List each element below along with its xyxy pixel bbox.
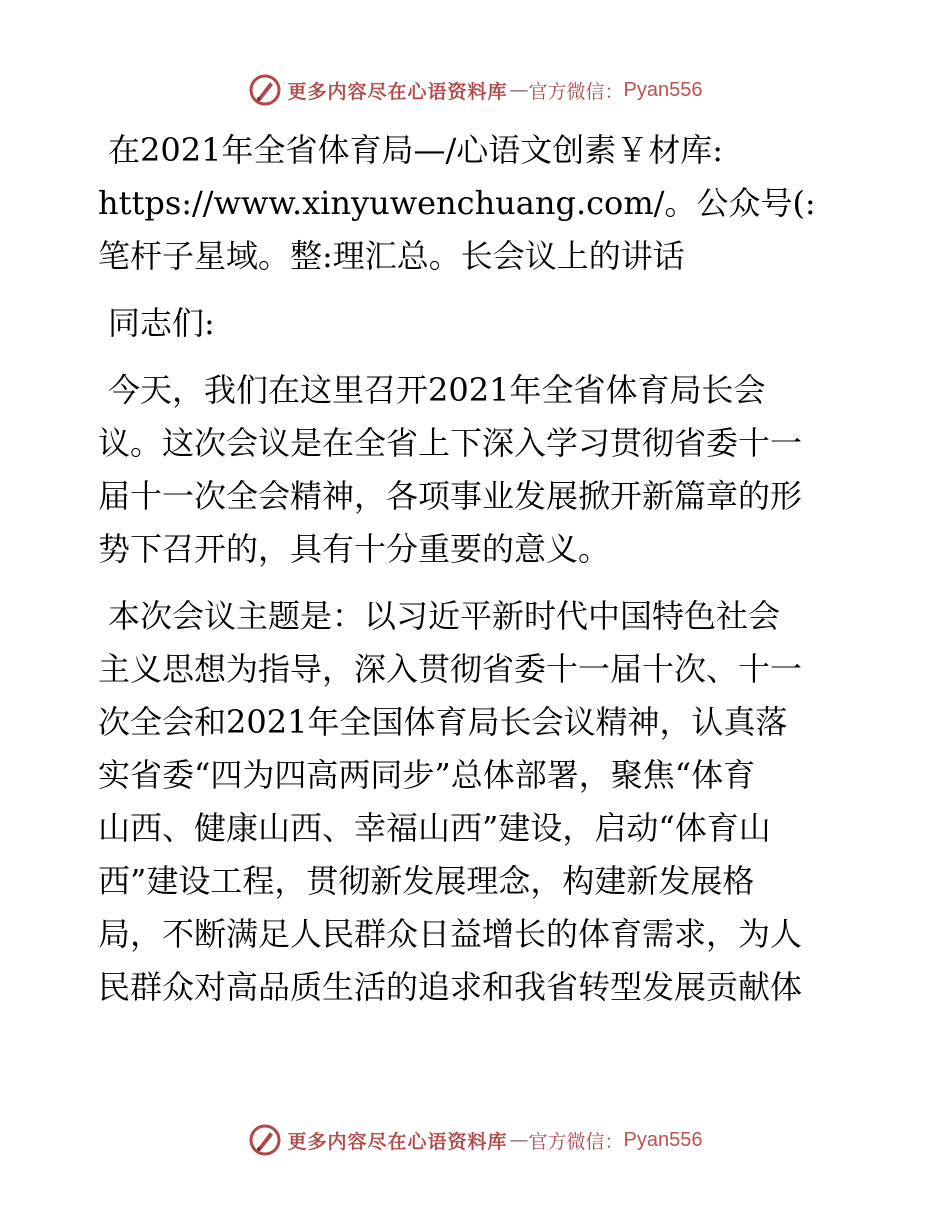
watermark-separator: — (509, 1129, 529, 1151)
paragraph-line: 势下召开的，具有十分重要的意义。 (98, 530, 611, 568)
paragraph-line: 西”建设工程，贯彻新发展理念，构建新发展格 (98, 862, 755, 900)
footer-watermark (0, 1120, 950, 1160)
header-watermark (0, 70, 950, 110)
paragraph-line: 议。这次会议是在全省上下深入学习贯彻省委十一 (98, 424, 803, 462)
paragraph-line: 次全会和2021年全国体育局长会议精神，认真落 (98, 703, 788, 741)
pen-logo-icon (248, 1123, 282, 1157)
paragraph-line: 山西、健康山西、幸福山西”建设，启动“体育山 (98, 809, 771, 847)
watermark-separator: — (509, 79, 529, 101)
watermark-main-text: 更多内容尽在心语资料库 (287, 80, 508, 103)
paragraph-line: 本次会议主题是：以习近平新时代中国特色社会 (108, 597, 781, 635)
paragraph-line: 主义思想为指导，深入贯彻省委十一届十次、十一 (98, 650, 803, 688)
watermark-official-text: 官方微信： (528, 1130, 624, 1153)
paragraph-line: 民群众对高品质生活的追求和我省转型发展贡献体 (98, 968, 803, 1006)
document-body (98, 124, 858, 1028)
paragraph-line: 今天，我们在这里召开2021年全省体育局长会 (108, 371, 766, 409)
paragraph-line: 局，不断满足人民群众日益增长的体育需求，为人 (98, 915, 803, 953)
paragraph-1 (98, 364, 858, 576)
title-line: 笔杆子星域。整:理汇总。长会议上的讲话 (98, 237, 685, 275)
watermark-official-text: 官方微信： (528, 80, 624, 103)
watermark-main-text: 更多内容尽在心语资料库 (287, 1130, 508, 1153)
watermark-wechat-id: Pyan556 (623, 1128, 703, 1151)
paragraph-line: 实省委“四为四高两同步”总体部署，聚焦“体育 (98, 756, 756, 794)
paragraph-2 (98, 590, 858, 1014)
paragraph-line: 届十一次全会精神，各项事业发展掀开新篇章的形 (98, 477, 803, 515)
title-line: 在2021年全省体育局—/心语文创素￥材库: (108, 131, 724, 169)
document-title (98, 124, 858, 283)
greeting (98, 297, 858, 350)
greeting-line: 同志们: (108, 304, 215, 342)
title-line: https://www.xinyuwenchuang.com/。公众号(: (98, 184, 816, 222)
watermark-wechat-id: Pyan556 (623, 78, 703, 101)
pen-logo-icon (248, 73, 282, 107)
